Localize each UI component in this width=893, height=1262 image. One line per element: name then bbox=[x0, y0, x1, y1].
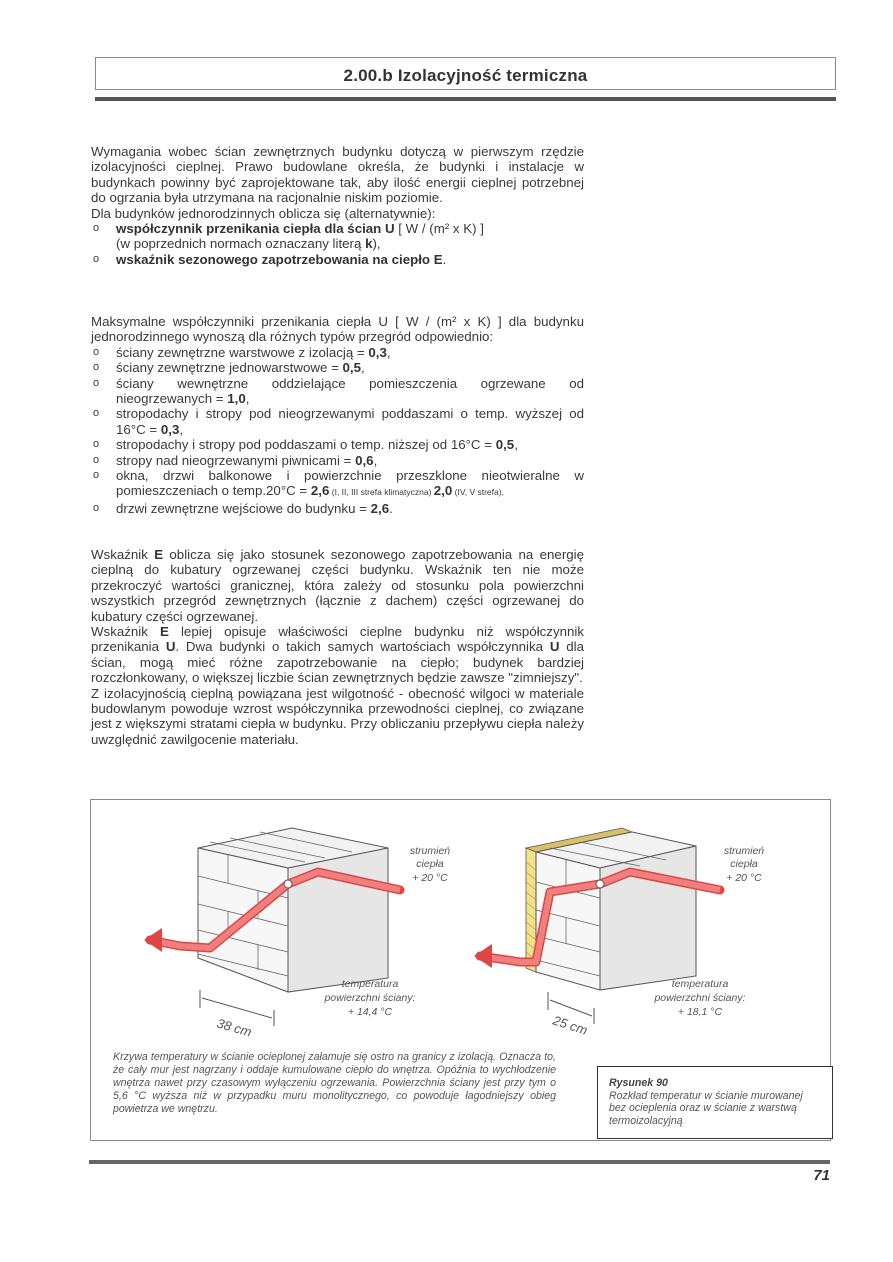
heat-flow-temp: + 20 °C bbox=[412, 872, 448, 884]
heat-flow-label-2: ciepła bbox=[416, 858, 444, 870]
heat-flow-label-2: ciepła bbox=[730, 858, 758, 870]
intro-paragraph-2: Dla budynków jednorodzinnych oblicza się (alternatywnie): bbox=[91, 205, 436, 221]
figure-caption: Krzywa temperatury w ścianie ocieplonej załamuje się ostro na granicy z izolacją. Oznacza to, że cały mur jest nagrzany i oddaje kumulowane ciepło do wnętrza. Opóźnia to wychłodzenie wnętrza nawet przy czasowym wyłączeniu ogrzewania. Powierzchnia ściany jest przy tym o 5,6 °C wyższa niż w przypadku muru monolitycznego, co powoduje łagodniejszy obieg powietrza we wnętrzu. bbox=[113, 1051, 556, 1115]
surface-temp-value: + 14,4 °C bbox=[347, 1006, 393, 1018]
figure-description: Rozkład temperatur w ścianie murowanej bez ocieplenia oraz w ścianie z warstwą termoizolacyjną bbox=[609, 1089, 803, 1128]
heat-flow-temp: + 20 °C bbox=[726, 872, 762, 884]
heat-flow-label: strumień bbox=[409, 845, 451, 857]
criterion-u-unit: [ W / (m² x K) ] bbox=[394, 221, 484, 237]
section-title: 2.00.b Izolacyjność termiczna bbox=[343, 66, 588, 85]
criterion-e-end: . bbox=[442, 251, 447, 267]
list-item: o stropodachy i stropy pod poddaszami o temp. niższej od 16°C = 0,5, bbox=[91, 437, 584, 452]
surface-temp-value: + 18,1 °C bbox=[677, 1006, 723, 1018]
header-rule bbox=[95, 97, 836, 101]
e-index-section bbox=[91, 547, 584, 747]
surface-temp-label: temperatura bbox=[671, 978, 729, 990]
surface-temp-label-2: powierzchni ściany: bbox=[324, 992, 416, 1004]
list-item bbox=[91, 252, 584, 267]
list-item: o okna, drzwi balkonowe i powierzchnie przeszklone nieotwieralne w pomieszczeniach o temp.20°C = 2,6 (I, II, III strefa klimatyczna) 2,0 (IV, V strefa), bbox=[91, 468, 584, 501]
criterion-u-note-end: ), bbox=[372, 236, 381, 252]
footer-rule bbox=[89, 1160, 830, 1164]
list-item: o drzwi zewnętrzne wejściowe do budynku = 2,6. bbox=[91, 501, 584, 516]
wall-thickness-label: 38 cm bbox=[215, 1015, 254, 1040]
figure-number: Rysunek 90 bbox=[609, 1077, 668, 1089]
list-item: o ściany zewnętrzne jednowarstwowe = 0,5, bbox=[91, 360, 584, 375]
moisture-paragraph: Z izolacyjnością cieplną powiązana jest wilgotność - obecność wilgoci w materiale budowlanym powoduje wzrost współczynnika przewodności cieplnej, co związane jest z większymi stratami ciepła w budynku. Przy obliczaniu przepływu ciepła należy uwzględnić zawilgocenie materiału. bbox=[91, 685, 584, 747]
list-item bbox=[91, 221, 584, 252]
criterion-u-note: (w poprzednich normach oznaczany literą bbox=[116, 236, 366, 252]
intro-paragraph: Wymagania wobec ścian zewnętrznych budynku dotyczą w pierwszym rzędzie izolacyjności cieplnej. Prawo budowlane określa, że budynki i instalacje w budynkach powinny być zaprojektowane tak, aby ilość energii cieplnej potrzebnej do ogrzania była utrzymana na racjonalnie niskim poziomie. bbox=[91, 144, 584, 206]
figure-label-box bbox=[597, 1066, 833, 1139]
surface-temp-label: temperatura bbox=[341, 978, 399, 990]
wall-illustration bbox=[140, 812, 460, 1052]
e-paragraph-1: Wskaźnik E oblicza się jako stosunek sezonowego zapotrzebowania na energię cieplną do kubatury ogrzewanej części budynku. Wskaźnik ten nie może przekroczyć wartości granicznej, która zależy od stosunku pola powierzchni wszystkich przegród zewnętrznych (łącznie z dachem) części ogrzewanej do kubatury części ogrzewanej. bbox=[91, 547, 584, 624]
max-values-intro: Maksymalne współczynniki przenikania ciepła U [ W / (m² x K) ] dla budynku jednorodzinnego wynoszą dla różnych typów przegród odpowiednio: bbox=[91, 314, 584, 345]
insulated-wall-illustration bbox=[470, 812, 800, 1052]
intro-section bbox=[91, 144, 584, 267]
max-values-section bbox=[91, 314, 584, 516]
criterion-u-label: współczynnik przenikania ciepła dla ścian U bbox=[116, 221, 395, 237]
list-item: o stropodachy i stropy pod nieogrzewanymi poddaszami o temp. wyższej od 16°C = 0,3, bbox=[91, 406, 584, 437]
e-paragraph-2: Wskaźnik E lepiej opisuje właściwości cieplne budynku niż współczynnik przenikania U. Dwa budynki o takich samych wartościach współczynnika U dla ścian, mogą mieć różne zapotrzebowanie na ciepło; budynek bardziej rozczłonkowany, o większej liczbie ścian zewnętrznych będzie zawsze "zimniejszy". bbox=[91, 624, 584, 686]
section-header bbox=[95, 57, 836, 90]
surface-temp-label-2: powierzchni ściany: bbox=[654, 992, 746, 1004]
insulated-wall-thickness-label: 25 cm bbox=[551, 1012, 590, 1038]
criterion-k-symbol: k bbox=[365, 236, 373, 252]
list-item: o stropy nad nieogrzewanymi piwnicami = 0,6, bbox=[91, 453, 584, 468]
list-item: o ściany wewnętrzne oddzielające pomieszczenia ogrzewane od nieogrzewanych = 1,0, bbox=[91, 376, 584, 407]
diagram-insulated-wall bbox=[470, 812, 800, 1052]
page-number: 71 bbox=[813, 1167, 830, 1184]
diagram-monolithic-wall bbox=[140, 812, 460, 1052]
heat-flow-label: strumień bbox=[723, 845, 765, 857]
criteria-list bbox=[91, 221, 584, 267]
max-values-list bbox=[91, 345, 584, 516]
list-item: o ściany zewnętrzne warstwowe z izolacją = 0,3, bbox=[91, 345, 584, 360]
criterion-e-label: wskaźnik sezonowego zapotrzebowania na ciepło E bbox=[116, 251, 443, 267]
